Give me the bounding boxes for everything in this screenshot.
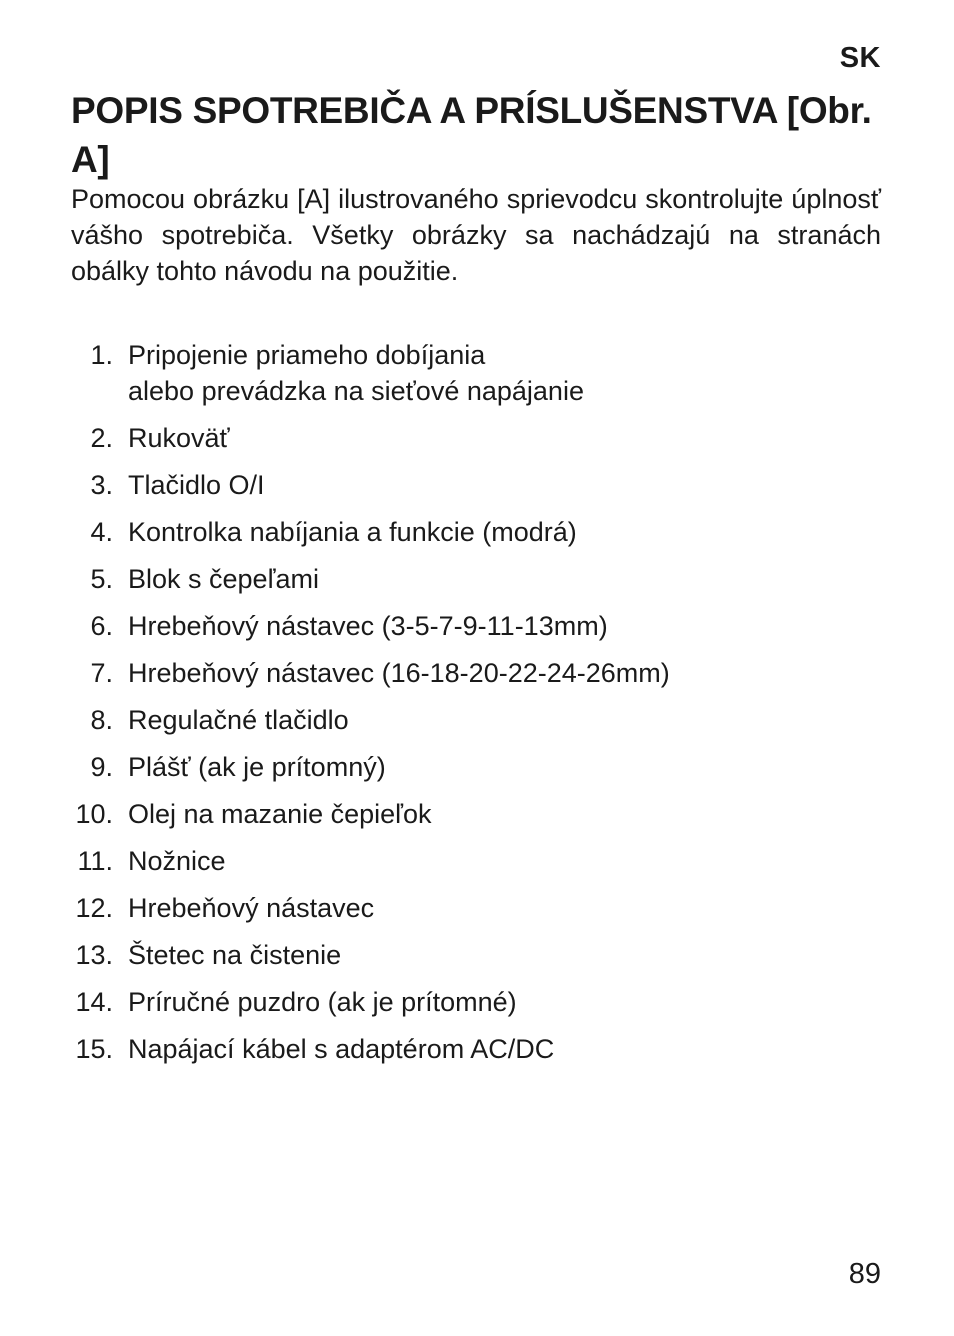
item-number: 12. <box>75 893 113 923</box>
item-number: 4. <box>90 517 113 547</box>
item-text: Hrebeňový nástavec (16-18-20-22-24-26mm) <box>128 658 670 688</box>
item-number: 15. <box>75 1034 113 1064</box>
item-text: Regulačné tlačidlo <box>128 705 349 735</box>
item-number: 7. <box>90 658 113 688</box>
list-item <box>71 467 883 503</box>
list-item <box>71 796 883 832</box>
language-code: SK <box>839 42 881 74</box>
list-item <box>71 337 883 409</box>
item-text: Pripojenie priameho dobíjania alebo prevádzka na sieťové napájanie <box>128 340 584 406</box>
item-text: Kontrolka nabíjania a funkcie (modrá) <box>128 517 577 547</box>
list-item <box>71 561 883 597</box>
item-number: 14. <box>75 987 113 1017</box>
item-text: Olej na mazanie čepieľok <box>128 799 432 829</box>
item-text: Plášť (ak je prítomný) <box>128 752 386 782</box>
item-text: Hrebeňový nástavec <box>128 893 375 923</box>
list-item <box>71 937 883 973</box>
item-text: Blok s čepeľami <box>128 564 319 594</box>
item-text: Hrebeňový nástavec (3-5-7-9-11-13mm) <box>128 611 608 641</box>
item-number: 2. <box>90 423 113 453</box>
list-item <box>71 1031 883 1067</box>
item-number: 5. <box>90 564 113 594</box>
list-item <box>71 420 883 456</box>
page-number: 89 <box>848 1258 881 1290</box>
list-item <box>71 514 883 550</box>
item-number: 1. <box>90 340 113 370</box>
item-text: Príručné puzdro (ak je prítomné) <box>128 987 517 1017</box>
item-number: 3. <box>90 470 113 500</box>
list-item <box>71 749 883 785</box>
item-number: 8. <box>90 705 113 735</box>
list-item <box>71 984 883 1020</box>
item-number: 9. <box>90 752 113 782</box>
list-item <box>71 608 883 644</box>
item-number: 6. <box>90 611 113 641</box>
item-text: Rukoväť <box>128 423 230 453</box>
item-number: 11. <box>77 846 113 876</box>
list-item <box>71 890 883 926</box>
list-item <box>71 655 883 691</box>
intro-paragraph: Pomocou obrázku [A] ilustrovaného sprievodcu skontrolujte úplnosť vášho spotrebiča. Všetky obrázky sa nachádzajú na stranách obálky tohto návodu na použitie. <box>71 184 881 286</box>
list-item <box>71 843 883 879</box>
item-text: Nožnice <box>128 846 226 876</box>
item-text: Tlačidlo O/I <box>128 470 265 500</box>
item-number: 13. <box>75 940 113 970</box>
item-number: 10. <box>75 799 113 829</box>
item-text: Štetec na čistenie <box>128 940 342 970</box>
list-item <box>71 702 883 738</box>
section-title: POPIS SPOTREBIČA A PRÍSLUŠENSTVA [Obr. A] <box>71 90 872 180</box>
item-text: Napájací kábel s adaptérom AC/DC <box>128 1034 555 1064</box>
parts-list <box>71 337 883 1078</box>
